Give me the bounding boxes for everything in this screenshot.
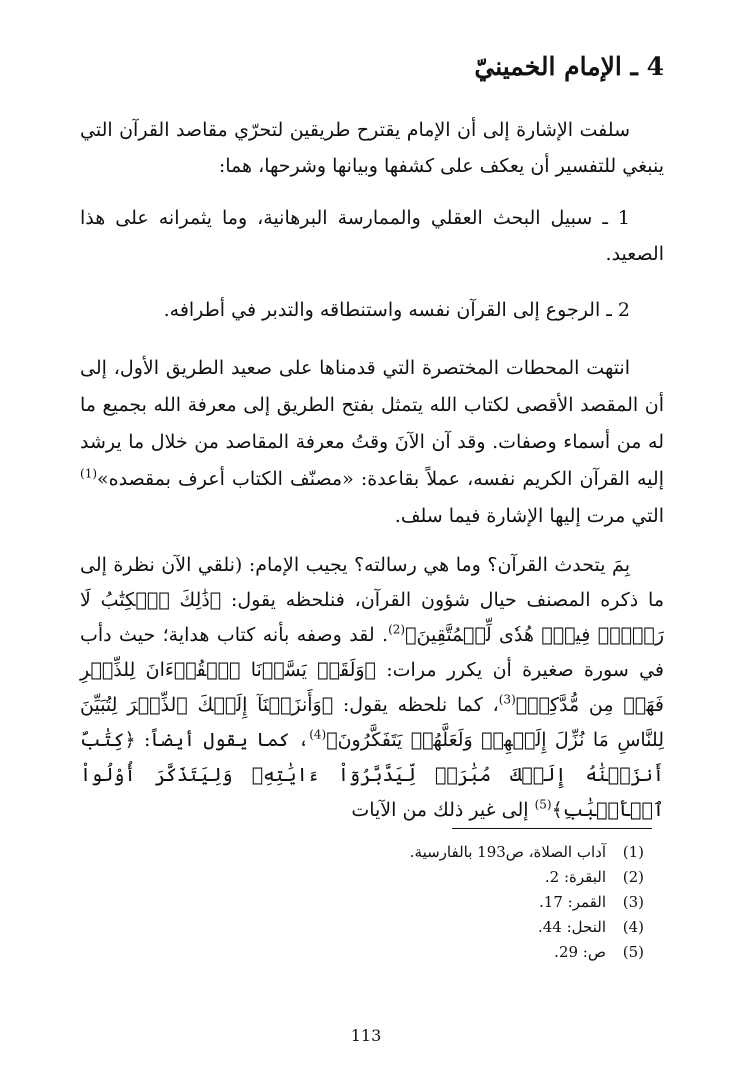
footnote-number: (1) [622, 843, 644, 861]
paragraph-path-one: 1 ـ سبيل البحث العقلي والممارسة البرهانية، وما يثمرانه على هذا الصعيد. [80, 207, 664, 265]
section-heading: 4 ـ الإمام الخمينيّ [474, 52, 664, 81]
footnote-number: (4) [622, 918, 644, 936]
paragraph-quran-part-b: . لقد وصفه بأنه كتاب هداية؛ حيث دأب في سورة صغيرة أن يكرر مرات: ﴿وَلَقَدۡ يَسَّرۡنَا ٱلۡقُرۡءَانَ لِلذِّكۡرِ فَهَلۡ مِن مُّدَّكِرٖ﴾ [80, 624, 665, 716]
paragraph-quran-part-d: ، كما يقول أيضاً: ﴿كِتَٰبٌ أَنزَلۡنَٰهُ إِلَيۡكَ مُبَٰرَكٞ لِّيَدَّبَّرُوٓاْ ءَايَٰتِهِۦ وَلِيَتَذَكَّرَ أُوْلُواْ ٱلۡأَلۡبَٰبِ﴾ [80, 729, 664, 821]
footnote-item [410, 915, 644, 940]
footnote-number: (3) [622, 893, 644, 911]
footnote-item [410, 840, 644, 865]
footnote-ref-5: (5) [534, 797, 552, 812]
paragraph-quran-part-e: إلى غير ذلك من الآيات [351, 799, 535, 821]
footnote-item [410, 940, 644, 965]
paragraph-conclusion-tail: التي مرت إليها الإشارة فيما سلف. [394, 505, 664, 527]
paragraph-conclusion [80, 350, 664, 535]
paragraph-conclusion-text: انتهت المحطات المختصرة التي قدمناها على صعيد الطريق الأول، إلى أن المقصد الأقصى لكتاب الله يتمثل بفتح الطريق إلى معرفة الله بجميع ما له من أسماء وصفات. وقد آن الآنَ وقتُ معرفة المقاصد من خلال ما يرشد إليه القرآن الكريم نفسه، عملاً بقاعدة: «مصنّف الكتاب أعرف بمقصده» [80, 357, 664, 490]
footnotes-list [410, 840, 644, 965]
footnote-ref-4: (4) [309, 727, 327, 742]
footnote-item [410, 890, 644, 915]
footnote-item [410, 865, 644, 890]
footnote-divider [452, 828, 652, 829]
paragraph-quran-part-a: بِمَ يتحدث القرآن؟ وما هي رسالته؟ يجيب الإمام: (نلقي الآن نظرة إلى ما ذكره المصنف حيال شؤون القرآن، فنلحظه يقول: ﴿ذَٰلِكَ ٱلۡكِتَٰبُ لَا رَيۡبَۛ فِيهِۛ هُدٗى لِّلۡمُتَّقِينَ﴾ [80, 554, 664, 646]
footnote-number: (5) [622, 943, 644, 961]
paragraph-quran-part-c: ، كما نلحظه يقول: ﴿وَأَنزَلۡنَآ إِلَيۡكَ ٱلذِّكۡرَ لِتُبَيِّنَ لِلنَّاسِ مَا نُزِّلَ إِلَيۡهِمۡ وَلَعَلَّهُمۡ يَتَفَكَّرُونَ﴾ [80, 694, 664, 751]
footnote-ref-1: (1) [80, 466, 98, 481]
footnote-ref-2: (2) [388, 622, 406, 637]
paragraph-quran-speaks [80, 548, 664, 828]
footnote-text: ص: 29. [554, 943, 606, 961]
paragraph-intro: سلفت الإشارة إلى أن الإمام يقترح طريقين لتحرّي مقاصد القرآن التي ينبغي للتفسير أن يعكف على كشفها وبيانها وشرحها، هما: [80, 119, 664, 177]
footnote-text: آداب الصلاة، ص193 بالفارسية. [409, 843, 606, 861]
page-number: 113 [350, 1026, 382, 1045]
paragraph-path-two: 2 ـ الرجوع إلى القرآن نفسه واستنطاقه والتدبر في أطرافه. [163, 299, 630, 321]
footnote-text: القمر: 17. [539, 893, 606, 911]
footnote-text: النحل: 44. [537, 918, 606, 936]
footnote-text: البقرة: 2. [544, 868, 606, 886]
footnote-number: (2) [622, 868, 644, 886]
footnote-ref-3: (3) [498, 692, 516, 707]
